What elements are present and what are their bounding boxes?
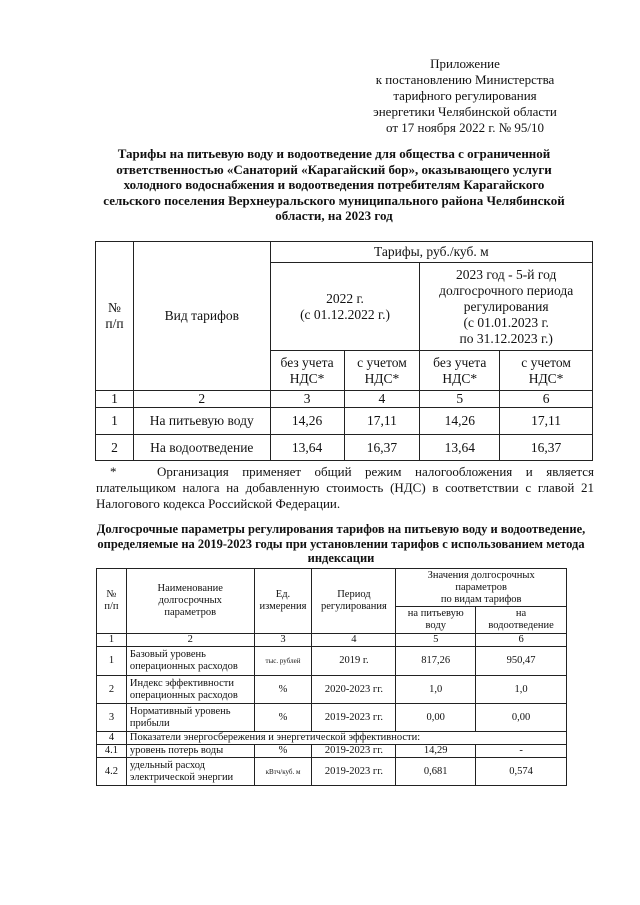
header-water: на питьевую воду	[396, 607, 476, 634]
title-line: сельского поселения Верхнеуральского муниципального района Челябинской	[103, 192, 565, 208]
table-row: 4.2 удельный расход электрической энергии кВтч/куб. м 2019-2023 гг. 0,681 0,574	[97, 758, 567, 786]
header-no-vat: без учета НДС*	[270, 351, 344, 391]
col-number: 1	[97, 634, 127, 647]
header-period-2022: 2022 г. (с 01.12.2022 г.)	[270, 263, 420, 351]
col-number: 6	[476, 634, 567, 647]
col-number: 3	[254, 634, 312, 647]
header-tariff-type: Вид тарифов	[133, 242, 270, 391]
table-row: 2 На водоотведение 13,64 16,37 13,64 16,37	[96, 435, 593, 461]
header-period-2023: 2023 год - 5-й год долгосрочного периода регулирования (с 01.01.2023 г. по 31.12.2023 г.)	[420, 263, 593, 351]
appendix-line: энергетики Челябинской области	[373, 104, 557, 119]
header-with-vat: с учетом НДС*	[344, 351, 420, 391]
col-number: 2	[126, 634, 254, 647]
table-row: 2 Индекс эффективности операционных расходов % 2020-2023 гг. 1,0 1,0	[97, 676, 567, 704]
col-number: 3	[270, 391, 344, 408]
vat-footnote	[96, 464, 594, 512]
section-4-title: Показатели энергосбережения и энергетической эффективности:	[126, 732, 566, 745]
params-table	[96, 568, 567, 786]
table-row: 4 Показатели энергосбережения и энергетической эффективности:	[97, 732, 567, 745]
header-drain: на водоотведение	[476, 607, 567, 634]
appendix-line: к постановлению Министерства	[375, 72, 555, 87]
col-number: 4	[312, 634, 396, 647]
table-row: 3 Нормативный уровень прибыли % 2019-2023 гг. 0,00 0,00	[97, 704, 567, 732]
header-param-name: Наименование долгосрочных параметров	[126, 569, 254, 634]
title-line: Тарифы на питьевую воду и водоотведение для общества с ограниченной	[117, 146, 551, 161]
appendix-line: тарифного регулирования	[393, 88, 537, 103]
tariff-table	[95, 241, 593, 461]
header-no-vat: без учета НДС*	[420, 351, 500, 391]
header-with-vat: с учетом НДС*	[500, 351, 593, 391]
table-row: 4.1 уровень потерь воды % 2019-2023 гг. 14,29 -	[97, 745, 567, 758]
footnote-star: *	[110, 464, 117, 479]
col-number: 5	[420, 391, 500, 408]
appendix-block	[360, 56, 570, 136]
params-title	[96, 522, 586, 566]
title-line: холодного водоснабжения и водоотведения потребителям Карагайского	[123, 177, 545, 192]
title-line: Долгосрочные параметры регулирования тарифов на питьевую воду и водоотведение,	[96, 522, 586, 536]
header-num: № п/п	[97, 569, 127, 634]
col-number: 5	[396, 634, 476, 647]
header-period: Период регулирования	[312, 569, 396, 634]
document-title	[84, 146, 584, 224]
header-num: № п/п	[96, 242, 134, 391]
header-unit: Ед. измерения	[254, 569, 312, 634]
title-line: области, на 2023 год	[275, 208, 393, 223]
col-number: 2	[133, 391, 270, 408]
footnote-rest: плательщиком налога на добавленную стоимость (НДС) в соответствии с главой 21 Налогового кодекса Российской Федерации.	[96, 480, 594, 511]
appendix-line: Приложение	[430, 56, 500, 71]
column-number-row	[96, 391, 593, 408]
column-number-row	[97, 634, 567, 647]
title-line: индексации	[307, 551, 375, 565]
col-number: 4	[344, 391, 420, 408]
appendix-line: от 17 ноября 2022 г. № 95/10	[386, 120, 544, 135]
header-values: Значения долгосрочных параметров по видам тарифов	[396, 569, 567, 607]
header-tariffs: Тарифы, руб./куб. м	[270, 242, 592, 263]
col-number: 6	[500, 391, 593, 408]
table-row: 1 На питьевую воду 14,26 17,11 14,26 17,11	[96, 408, 593, 435]
title-line: определяемые на 2019-2023 годы при установлении тарифов с использованием метода	[97, 536, 585, 551]
col-number: 1	[96, 391, 134, 408]
footnote-line1: Организация применяет общий режим налогообложения и является	[157, 464, 594, 479]
table-row: 1 Базовый уровень операционных расходов тыс. рублей 2019 г. 817,26 950,47	[97, 647, 567, 676]
title-line: ответственностью «Санаторий «Карагайский бор», оказывающего услуги	[116, 161, 552, 177]
